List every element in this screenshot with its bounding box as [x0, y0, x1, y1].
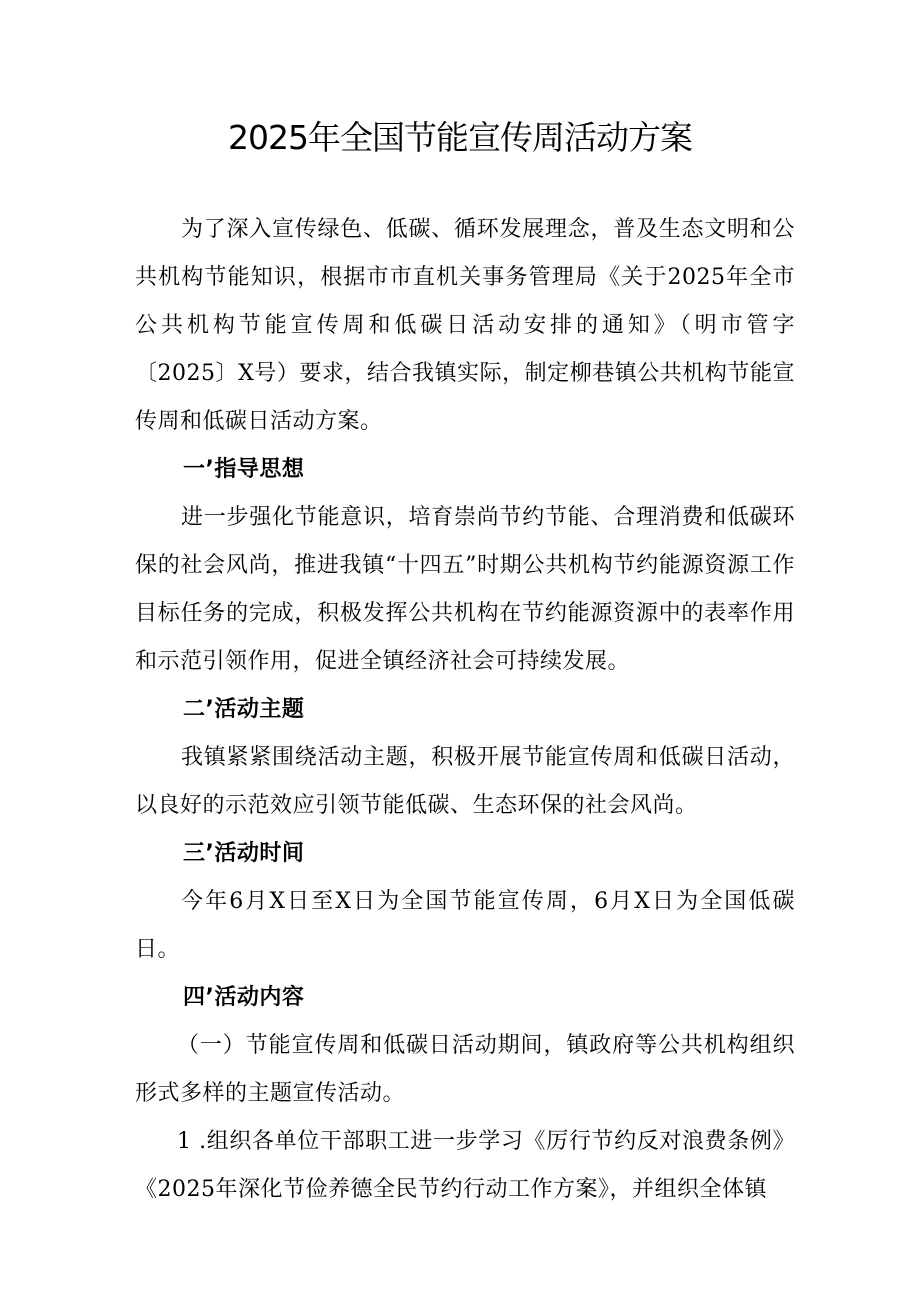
section-heading-activity-theme: 二’活动主题	[183, 697, 305, 722]
document-title: 2025年全国节能宣传周活动方案	[228, 118, 692, 157]
section-text-guiding-ideology: 进一步强化节能意识，培育崇尚节约节能、合理消费和低碳环保的社会风尚，推进我镇“十四五”时期公共机构节约能源资源工作目标任务的完成，积极发挥公共机构在节约能源资源中的表率作用和示范引领作用，促进全镇经济社会可持续发展。	[135, 505, 795, 674]
section-heading-activity-time: 三’活动时间	[183, 841, 305, 866]
intro-paragraph: 为了深入宣传绿色、低碳、循环发展理念，普及生态文明和公共机构节能知识，根据市市直机关事务管理局《关于2025年全市公共机构节能宣传周和低碳日活动安排的通知》（明市管字〔2025〕X号）要求，结合我镇实际，制定柳巷镇公共机构节能宣传周和低碳日活动方案。	[135, 217, 795, 434]
section-text-activity-time: 今年6月X日至X日为全国节能宣传周，6月X日为全国低碳日。	[135, 889, 795, 962]
section-heading-activity-content: 四’活动内容	[183, 985, 305, 1010]
section-text-activity-theme: 我镇紧紧围绕活动主题，积极开展节能宣传周和低碳日活动，以良好的示范效应引领节能低碳、生态环保的社会风尚。	[135, 745, 795, 818]
section-heading-guiding-ideology: 一’指导思想	[183, 457, 305, 482]
list-item-1: 1 .组织各单位干部职工进一步学习《厉行节约反对浪费条例》《2025年深化节俭养德全民节约行动工作方案》，并组织全体镇	[135, 1129, 795, 1202]
document-body	[135, 206, 795, 1214]
section-text-activity-content: （一）节能宣传周和低碳日活动期间，镇政府等公共机构组织形式多样的主题宣传活动。	[135, 1033, 795, 1106]
